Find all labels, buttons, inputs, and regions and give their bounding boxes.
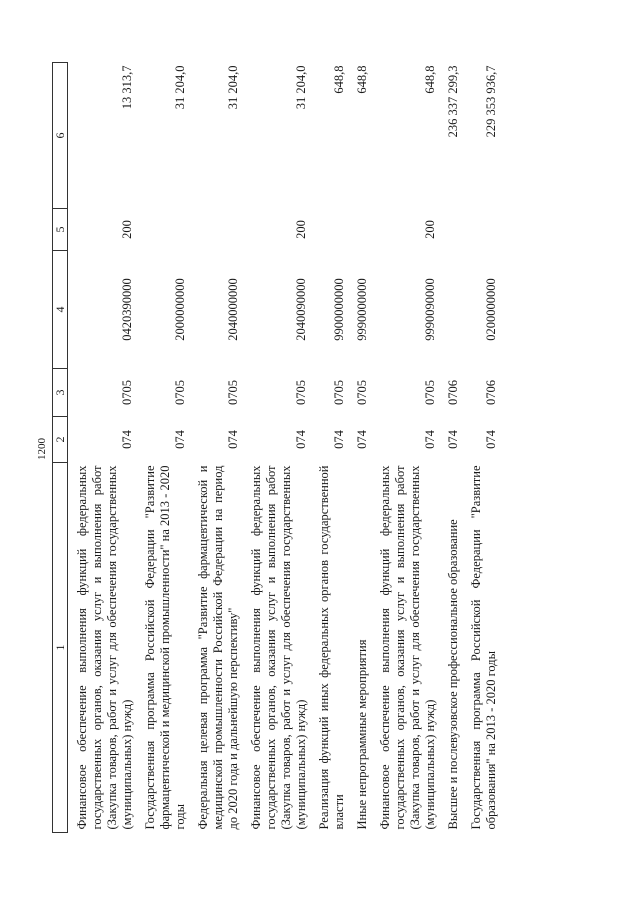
section-code: 0705 xyxy=(226,380,240,405)
amount: 31 204,0 xyxy=(173,65,187,110)
column-header: 2 xyxy=(53,417,68,463)
expense-type xyxy=(348,209,371,251)
column-header: 3 xyxy=(53,369,68,417)
table-row xyxy=(371,63,439,833)
target-article: 0420390000 xyxy=(120,278,134,341)
item-name: Реализация функций иных федеральных органов государственной власти xyxy=(317,465,346,830)
expense-type: 200 xyxy=(120,220,134,239)
item-name: Государственная программа Российской Федерации "Развитие образования" на 2013 - 2020 годы xyxy=(469,465,498,830)
amount: 31 204,0 xyxy=(294,65,308,110)
table-row xyxy=(189,63,242,833)
table-row xyxy=(462,63,500,833)
item-name: Финансовое обеспечение выполнения функций федеральных государственных органов, оказания услуг и выполнения работ (Закупка товаров, работ и услуг для обеспечения государственных (муниципальных) нужд) xyxy=(249,465,308,830)
amount: 31 204,0 xyxy=(226,65,240,110)
target-article: 2040000000 xyxy=(226,278,240,341)
table-row xyxy=(348,63,371,833)
expense-type xyxy=(462,209,500,251)
amount: 648,8 xyxy=(332,65,346,94)
column-header: 5 xyxy=(53,209,68,251)
target-article: 2040090000 xyxy=(294,278,308,341)
section-code: 0705 xyxy=(120,380,134,405)
amount: 648,8 xyxy=(423,65,437,94)
item-name: Финансовое обеспечение выполнения функций федеральных государственных органов, оказания услуг и выполнения работ (Закупка товаров, работ и услуг для обеспечения государственных (муниципальных) нужд) xyxy=(75,465,134,830)
item-name: Иные непрограммные мероприятия xyxy=(355,639,369,830)
target-article: 9990090000 xyxy=(423,278,437,341)
admin-code: 074 xyxy=(423,430,437,449)
item-name: Высшее и послевузовское профессиональное образование xyxy=(446,519,460,830)
expense-type: 200 xyxy=(294,220,308,239)
admin-code: 074 xyxy=(446,430,460,449)
table-header-row xyxy=(53,63,68,833)
section-code: 0705 xyxy=(294,380,308,405)
amount: 648,8 xyxy=(355,65,369,94)
section-code: 0706 xyxy=(446,380,460,405)
admin-code: 074 xyxy=(332,430,346,449)
section-code: 0705 xyxy=(332,380,346,405)
table-row xyxy=(310,63,348,833)
expense-type xyxy=(439,209,462,251)
amount: 229 353 936,7 xyxy=(484,65,498,138)
table-row xyxy=(242,63,310,833)
amount: 236 337 299,3 xyxy=(446,65,460,138)
amount: 13 313,7 xyxy=(120,65,134,110)
rotated-page-content xyxy=(52,63,592,833)
target-article: 9990000000 xyxy=(355,278,369,341)
admin-code: 074 xyxy=(120,430,134,449)
admin-code: 074 xyxy=(294,430,308,449)
section-code: 0705 xyxy=(423,380,437,405)
column-header: 6 xyxy=(53,63,68,209)
target-article: 2000000000 xyxy=(173,278,187,341)
expense-type: 200 xyxy=(423,220,437,239)
item-name: Финансовое обеспечение выполнения функций федеральных государственных органов, оказания услуг и выполнения работ (Закупка товаров, работ и услуг для обеспечения государственных (муниципальных) нужд) xyxy=(378,465,437,830)
expense-type xyxy=(189,209,242,251)
table-row xyxy=(68,63,137,833)
section-code: 0705 xyxy=(355,380,369,405)
admin-code: 074 xyxy=(173,430,187,449)
page-number: 1200 xyxy=(36,438,48,460)
target-article: 0200000000 xyxy=(484,278,498,341)
admin-code: 074 xyxy=(355,430,369,449)
expense-type xyxy=(310,209,348,251)
target-article xyxy=(439,251,462,369)
column-header: 1 xyxy=(53,463,68,833)
expense-type xyxy=(136,209,189,251)
table-row xyxy=(439,63,462,833)
budget-table xyxy=(52,62,500,833)
section-code: 0706 xyxy=(484,380,498,405)
admin-code: 074 xyxy=(484,430,498,449)
item-name: Государственная программа Российской Федерации "Развитие фармацевтической и медицинской промышленности" на 2013 - 2020 годы xyxy=(143,465,187,830)
admin-code: 074 xyxy=(226,430,240,449)
table-row xyxy=(136,63,189,833)
item-name: Федеральная целевая программа "Развитие фармацевтической и медицинской промышленности Российской Федерации на период до 2020 года и дальнейшую перспективу" xyxy=(196,465,240,830)
target-article: 9900000000 xyxy=(332,278,346,341)
column-header: 4 xyxy=(53,251,68,369)
section-code: 0705 xyxy=(173,380,187,405)
